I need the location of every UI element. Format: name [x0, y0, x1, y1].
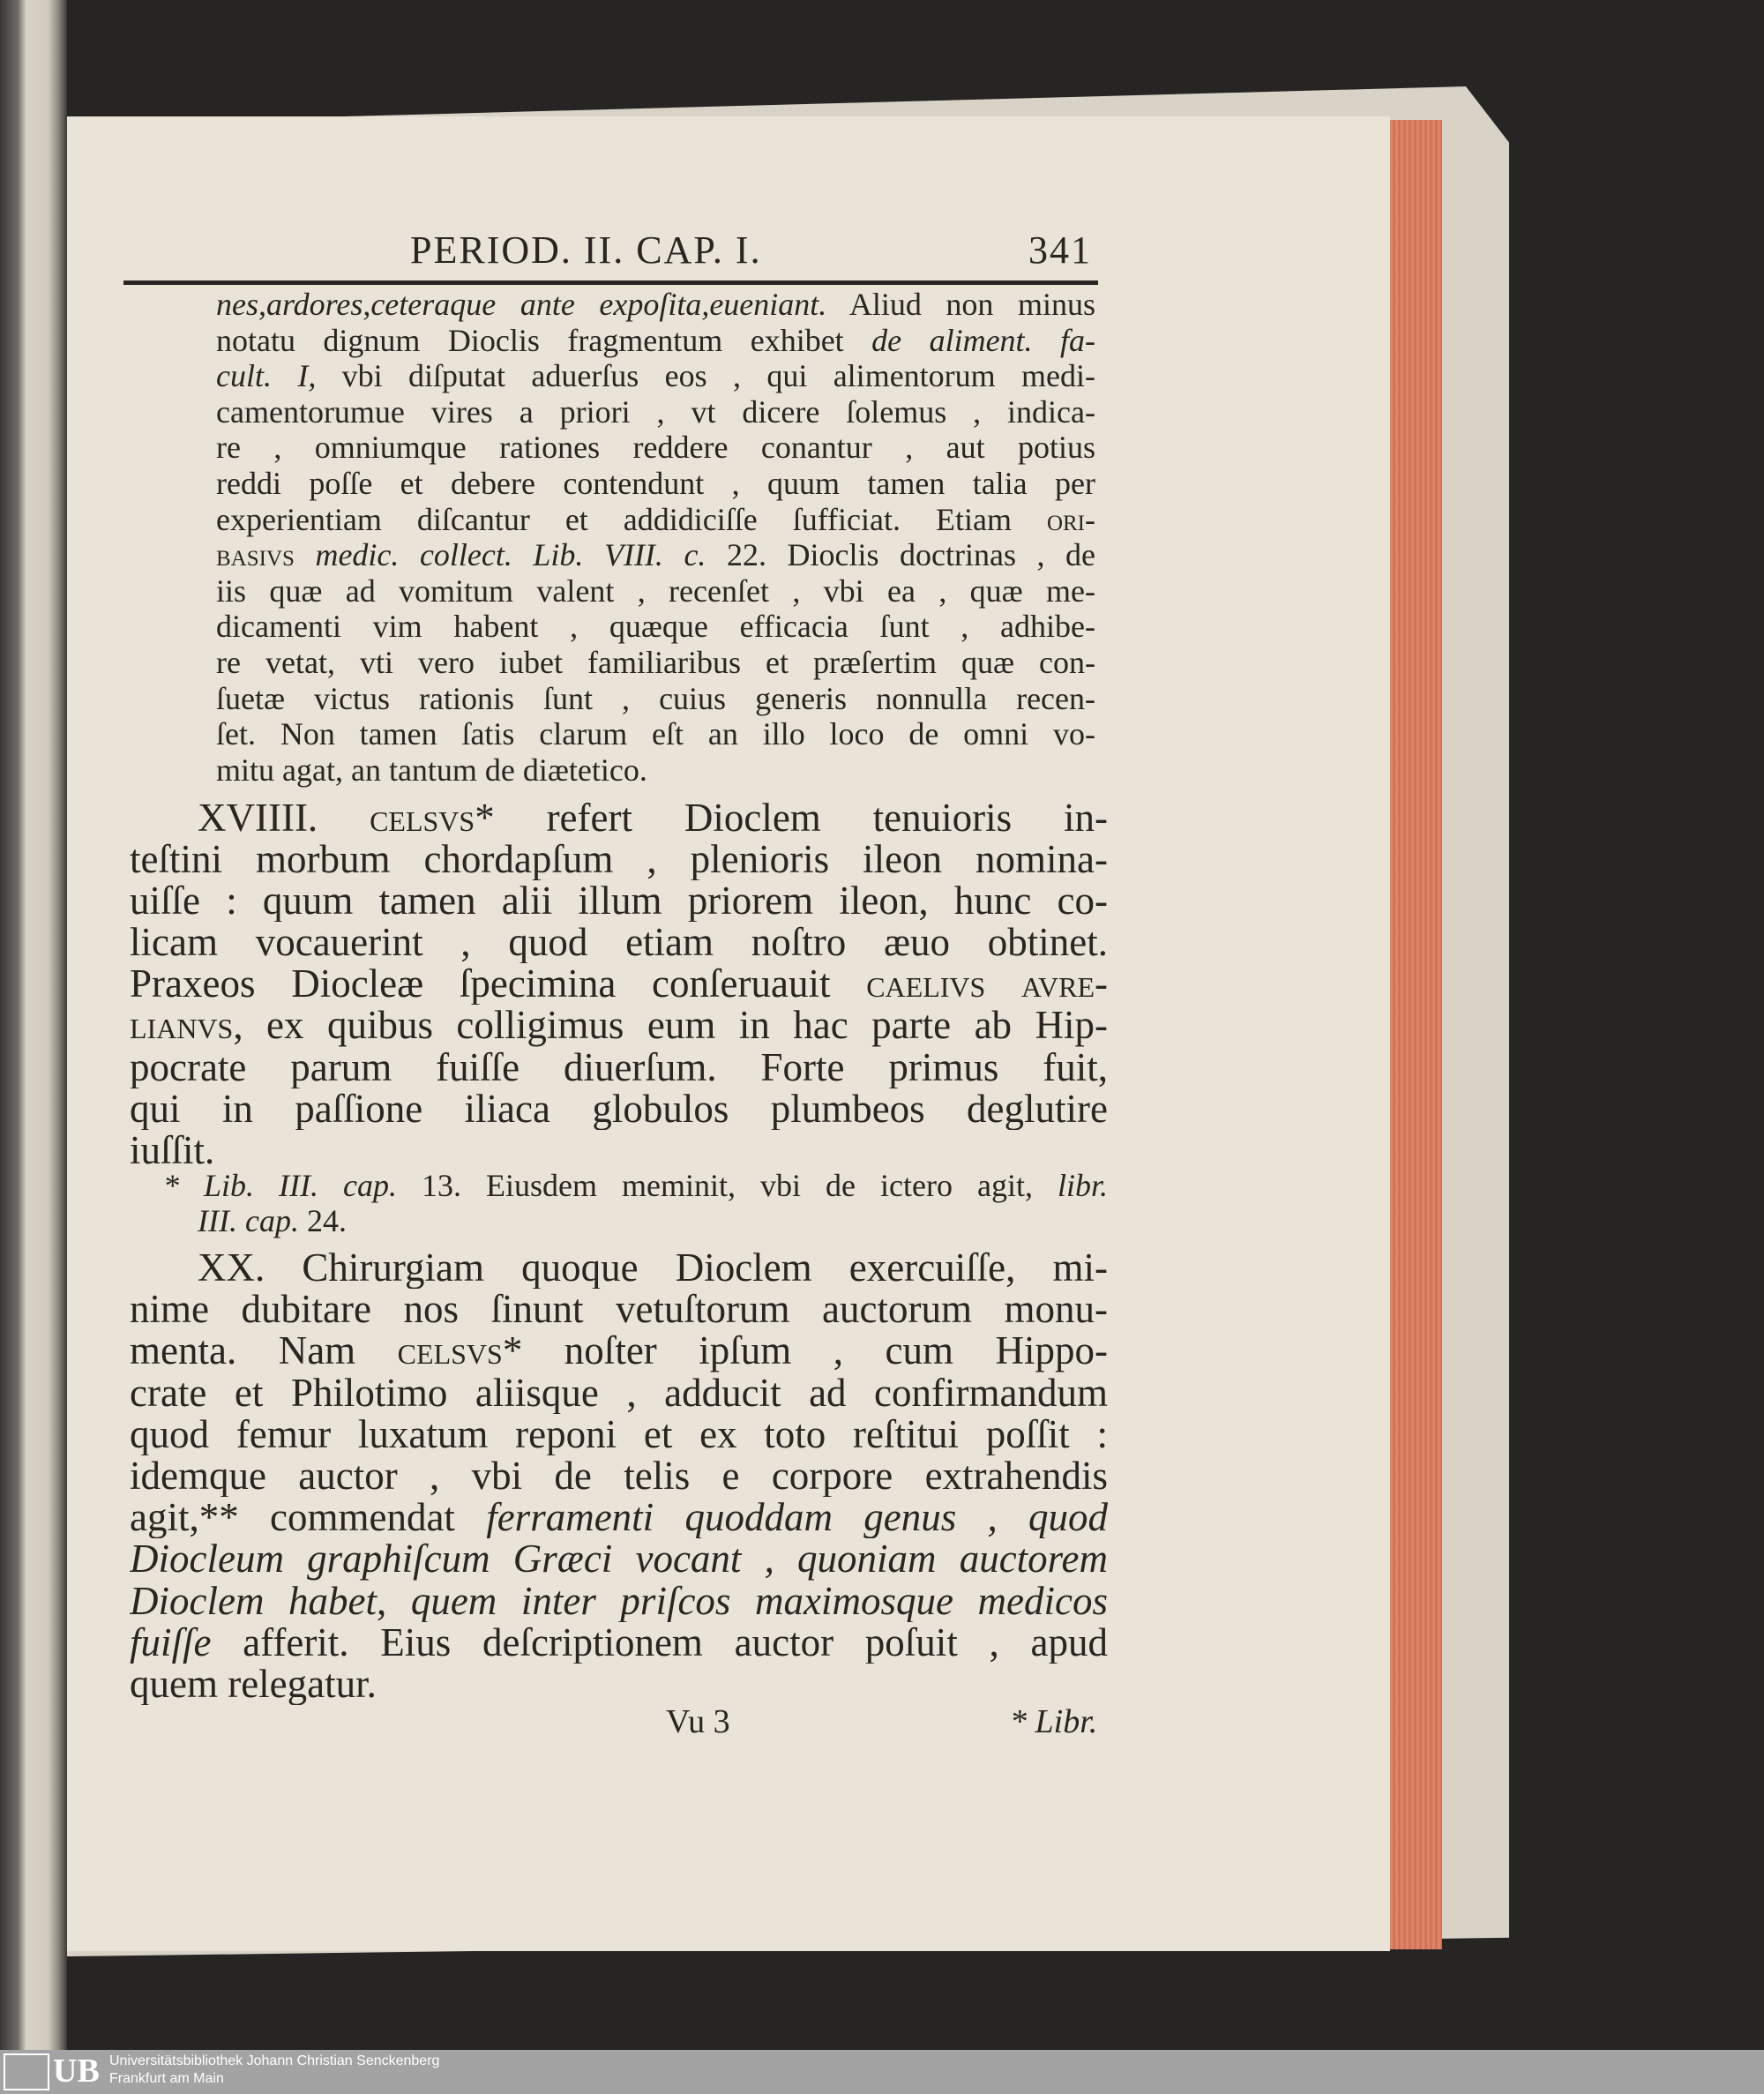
text-run: qui in paſſione iliaca globulos plumbeos deglutire: [130, 1088, 1108, 1130]
header-rule: [123, 280, 1098, 285]
text-line: [216, 287, 1095, 323]
italic-text: ferramenti quoddam genus , quod: [486, 1497, 1108, 1539]
text-run: * noſter ipſum , cum Hippo-: [502, 1330, 1108, 1372]
adjacent-page-edge: [0, 0, 67, 2050]
text-run: iuſſit.: [130, 1129, 215, 1171]
text-line: [130, 1622, 1108, 1664]
text-run: iis quæ ad vomitum valent , recenſet , vbi ea , quæ me-: [216, 572, 1095, 609]
small-caps-name: basivs: [216, 537, 295, 573]
running-title: PERIOD. II. CAP. I.: [410, 228, 762, 272]
text-run: camentorumue vires a priori , vt dicere ſolemus , indica-: [216, 393, 1095, 430]
italic-text: Dioclem habet: [130, 1580, 377, 1622]
text-line: [216, 537, 1095, 573]
text-run: crate et Philotimo aliisque , adducit ad confirmandum: [130, 1372, 1108, 1414]
text-line: [130, 839, 1108, 880]
text-line: [130, 1088, 1108, 1130]
text-run: experientiam diſcantur et addidiciſſe ſufficiat. Etiam: [216, 501, 1047, 537]
small-caps-name: celsvs: [397, 1330, 503, 1372]
text-run: teſtini morbum chordapſum , plenioris ileon nomina-: [130, 839, 1108, 881]
text-line: [130, 922, 1108, 963]
small-caps-name: caelivs avre-: [866, 963, 1108, 1006]
text-run: re , omniumque rationes reddere conantur , aut potius: [216, 430, 1095, 466]
italic-text: nes,ardores,ceteraque ante expoſita,eueniant.: [216, 287, 827, 322]
page-number: 341: [1028, 228, 1092, 272]
text-run: ſet. Non tamen ſatis clarum eſt an illo loco de omni vo-: [216, 716, 1095, 752]
library-city: Frankfurt am Main: [109, 2071, 224, 2086]
text-run: vbi diſputat aduerſus eos , qui alimentorum medi-: [316, 358, 1095, 394]
text-run: agit,** commendat: [130, 1497, 487, 1539]
italic-text: Diocleum graphiſcum Græci vocant , quoniam auctorem: [130, 1538, 1108, 1581]
paragraph-xx: [130, 1247, 1108, 1705]
text-line: [216, 752, 1095, 789]
text-line: [216, 358, 1095, 394]
text-run: XX. Chirurgiam quoque Dioclem exercuiſſe, mi-: [198, 1247, 1108, 1290]
text-run: quem relegatur.: [130, 1664, 377, 1706]
text-run: notatu dignum Dioclis fragmentum exhibet: [216, 322, 872, 358]
text-line: [130, 1414, 1108, 1455]
text-run: * refert Dioclem tenuioris in-: [475, 797, 1108, 840]
page-edge-red: [1389, 120, 1442, 1949]
text-run: 22. Dioclis doctrinas , de: [706, 537, 1095, 573]
text-run: reddi poſſe et debere contendunt , quum tamen talia per: [216, 465, 1095, 501]
text-run: 24.: [298, 1203, 347, 1238]
text-run: , ex quibus colligimus eum in hac parte ab Hip-: [233, 1005, 1108, 1047]
text-line: [216, 609, 1095, 645]
text-run: re vetat, vti vero iubet familiaribus et præſertim quæ con-: [216, 644, 1095, 680]
text-line: [216, 466, 1095, 502]
text-line: [130, 1130, 1108, 1171]
text-run: [295, 537, 316, 572]
italic-text: quem inter priſcos maximosque medicos: [410, 1580, 1108, 1622]
text-run: afferit. Eius deſcriptionem auctor poſuit , apud: [211, 1621, 1108, 1664]
library-name: Universitätsbibliothek Johann Christian Senckenberg: [109, 2053, 440, 2068]
text-line: [130, 1289, 1108, 1330]
italic-text: * Lib. III. cap.: [163, 1168, 397, 1203]
text-run: uiſſe : quum tamen alii illum priorem ileon, hunc co-: [130, 880, 1108, 923]
italic-text: de aliment. fa-: [871, 322, 1095, 358]
text-run: licam vocauerint , quod etiam noſtro æuo obtinet.: [130, 922, 1108, 964]
text-line: [130, 1497, 1108, 1538]
text-line: [216, 323, 1095, 359]
text-line: [216, 502, 1095, 538]
text-line: [130, 880, 1108, 922]
text-run: mitu agat, an tantum de diætetico.: [216, 752, 647, 788]
footnote: [163, 1168, 1108, 1238]
text-line: [163, 1203, 1108, 1238]
italic-text: medic. collect. Lib. VIII. c.: [315, 537, 706, 573]
paragraph-xviiii: [130, 797, 1108, 1171]
text-line: [216, 716, 1095, 752]
text-line: [130, 1330, 1108, 1372]
text-line: [130, 1664, 1108, 1705]
text-line: [130, 1047, 1108, 1088]
text-run: Aliud non minus: [826, 287, 1095, 322]
library-logo: UB: [4, 2052, 101, 2092]
text-line: [130, 1538, 1108, 1580]
text-line: [216, 681, 1095, 717]
text-run: nime dubitare nos ſinunt vetuſtorum auctorum monu-: [130, 1289, 1108, 1331]
text-line: [130, 1005, 1108, 1046]
catchword: * Libr.: [1010, 1703, 1098, 1740]
text-run: dicamenti vim habent , quæque efficacia ſunt , adhibe-: [216, 609, 1095, 645]
text-line: [130, 797, 1108, 839]
text-line: [130, 1455, 1108, 1497]
text-run: ſuetæ victus rationis ſunt , cuius generis nonnulla recen-: [216, 680, 1095, 716]
small-caps-name: lianvs: [130, 1005, 234, 1047]
paragraph-continuation: [216, 287, 1095, 788]
signature-mark: Vu 3: [666, 1703, 730, 1740]
italic-text: cult. I,: [216, 358, 317, 394]
italic-text: fuiſſe: [130, 1621, 212, 1664]
text-line: [216, 645, 1095, 681]
text-line: [163, 1168, 1108, 1203]
text-line: [130, 1372, 1108, 1414]
small-caps-name: celsvs: [370, 797, 475, 840]
text-line: [216, 573, 1095, 610]
text-run: XVIIII.: [198, 797, 370, 840]
text-line: [216, 430, 1095, 466]
text-run: 13. Eiusdem meminit, vbi de ictero agit,: [397, 1168, 1058, 1203]
italic-text: III. cap.: [198, 1203, 299, 1238]
text-run: quod femur luxatum reponi et ex toto reſtitui poſſit :: [130, 1413, 1108, 1456]
small-caps-name: ori-: [1046, 501, 1095, 537]
text-line: [216, 394, 1095, 430]
text-line: [130, 1581, 1108, 1622]
text-run: menta. Nam: [130, 1330, 398, 1372]
text-run: pocrate parum fuiſſe diuerſum. Forte primus fuit,: [130, 1046, 1108, 1088]
text-line: [130, 1247, 1108, 1289]
text-run: ,: [377, 1580, 411, 1622]
text-run: Praxeos Diocleæ ſpecimina conſeruauit: [130, 963, 867, 1006]
text-line: [130, 963, 1108, 1005]
text-run: idemque auctor , vbi de telis e corpore extrahendis: [130, 1455, 1108, 1498]
italic-text: libr.: [1057, 1168, 1108, 1203]
